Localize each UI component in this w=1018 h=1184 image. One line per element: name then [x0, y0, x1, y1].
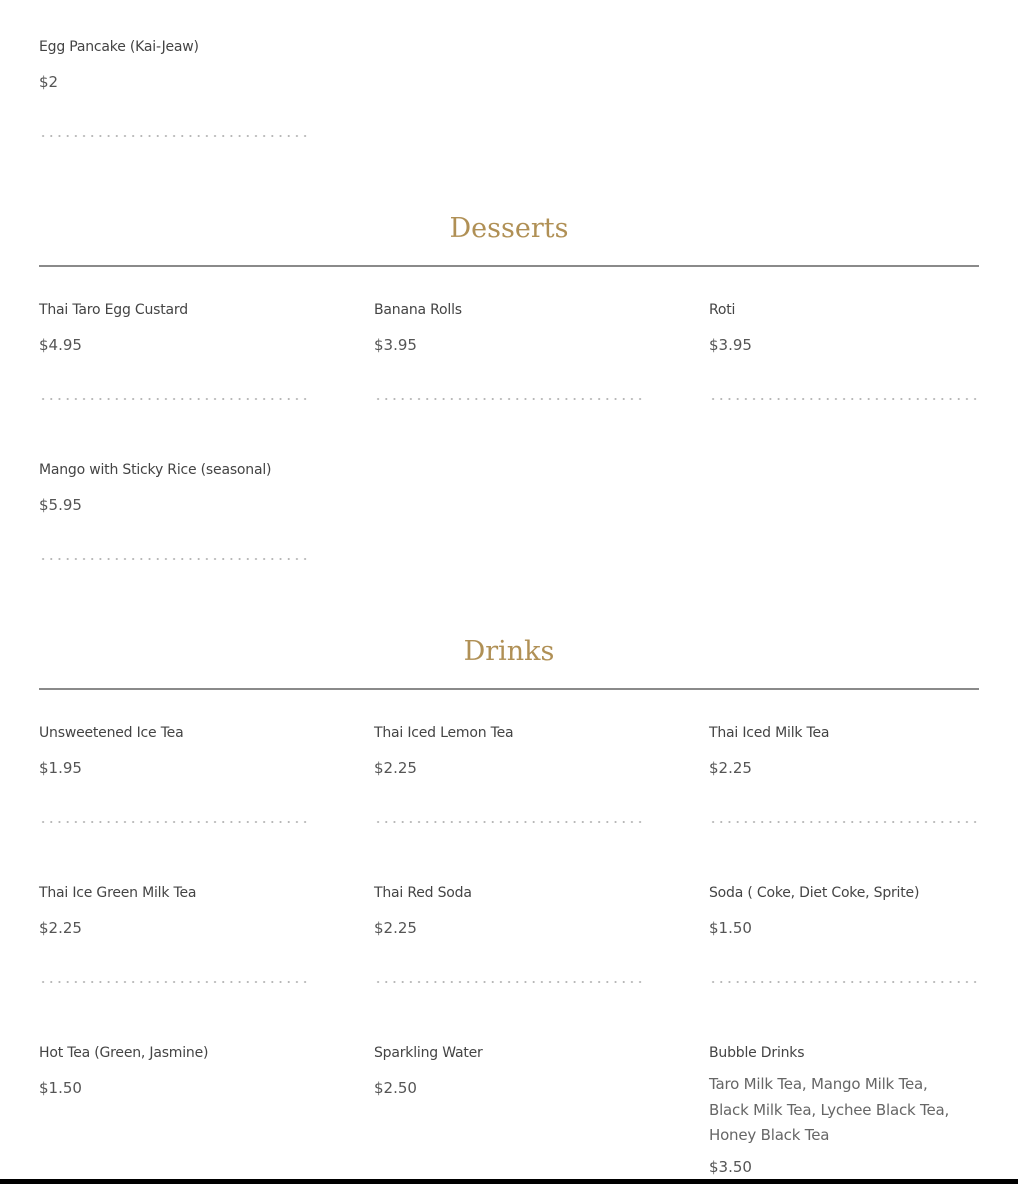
item-price: $2.25	[374, 759, 417, 777]
item-price: $1.50	[709, 919, 752, 937]
menu-item	[374, 301, 644, 354]
item-name: Bubble Drinks	[709, 1045, 805, 1061]
item-name: Egg Pancake (Kai-Jeaw)	[39, 39, 199, 55]
menu-item	[709, 1044, 971, 1176]
menu-item	[709, 884, 979, 937]
dotted-divider	[374, 398, 644, 400]
menu-item	[39, 38, 309, 91]
item-description: Taro Milk Tea, Mango Milk Tea, Black Milk Tea, Lychee Black Tea, Honey Black Tea	[709, 1075, 950, 1144]
item-price: $2	[39, 73, 59, 91]
item-name: Roti	[709, 302, 736, 318]
item-name: Soda ( Coke, Diet Coke, Sprite)	[709, 885, 920, 901]
section-divider	[39, 265, 979, 267]
item-name: Thai Red Soda	[374, 885, 472, 901]
menu-item	[374, 884, 644, 937]
section-divider	[39, 688, 979, 690]
item-price: $1.95	[39, 759, 82, 777]
dotted-divider	[39, 981, 309, 983]
item-name: Thai Ice Green Milk Tea	[39, 885, 197, 901]
dotted-divider	[39, 135, 309, 137]
section-title-desserts: Desserts	[449, 213, 569, 244]
menu-item	[39, 884, 309, 937]
item-price: $5.95	[39, 496, 82, 514]
dotted-divider	[39, 398, 309, 400]
item-name: Thai Iced Milk Tea	[709, 725, 830, 741]
item-name: Hot Tea (Green, Jasmine)	[39, 1045, 209, 1061]
dotted-divider	[374, 981, 644, 983]
dotted-divider	[709, 398, 979, 400]
dotted-divider	[374, 821, 644, 823]
dotted-divider	[709, 821, 979, 823]
dotted-divider	[39, 558, 309, 560]
item-price: $1.50	[39, 1079, 82, 1097]
item-name: Sparkling Water	[374, 1045, 483, 1061]
item-name: Unsweetened Ice Tea	[39, 725, 184, 741]
item-price: $2.50	[374, 1079, 417, 1097]
menu-item	[709, 724, 979, 777]
menu-item	[374, 1044, 644, 1097]
dotted-divider	[709, 981, 979, 983]
item-price: $2.25	[374, 919, 417, 937]
menu-item	[39, 461, 309, 514]
item-price: $3.95	[374, 336, 417, 354]
item-name: Banana Rolls	[374, 302, 462, 318]
menu-item	[39, 1044, 309, 1097]
menu-item	[709, 301, 979, 354]
item-price: $2.25	[709, 759, 752, 777]
item-name: Thai Iced Lemon Tea	[374, 725, 514, 741]
menu-item	[374, 724, 644, 777]
bottom-bar	[0, 1179, 1018, 1184]
item-name: Mango with Sticky Rice (seasonal)	[39, 462, 272, 478]
item-price: $2.25	[39, 919, 82, 937]
section-title-drinks: Drinks	[463, 636, 555, 667]
item-price: $4.95	[39, 336, 82, 354]
menu-item	[39, 724, 309, 777]
dotted-divider	[39, 821, 309, 823]
item-price: $3.95	[709, 336, 752, 354]
item-price: $3.50	[709, 1157, 752, 1176]
menu-item	[39, 301, 309, 354]
item-name: Thai Taro Egg Custard	[39, 302, 188, 318]
